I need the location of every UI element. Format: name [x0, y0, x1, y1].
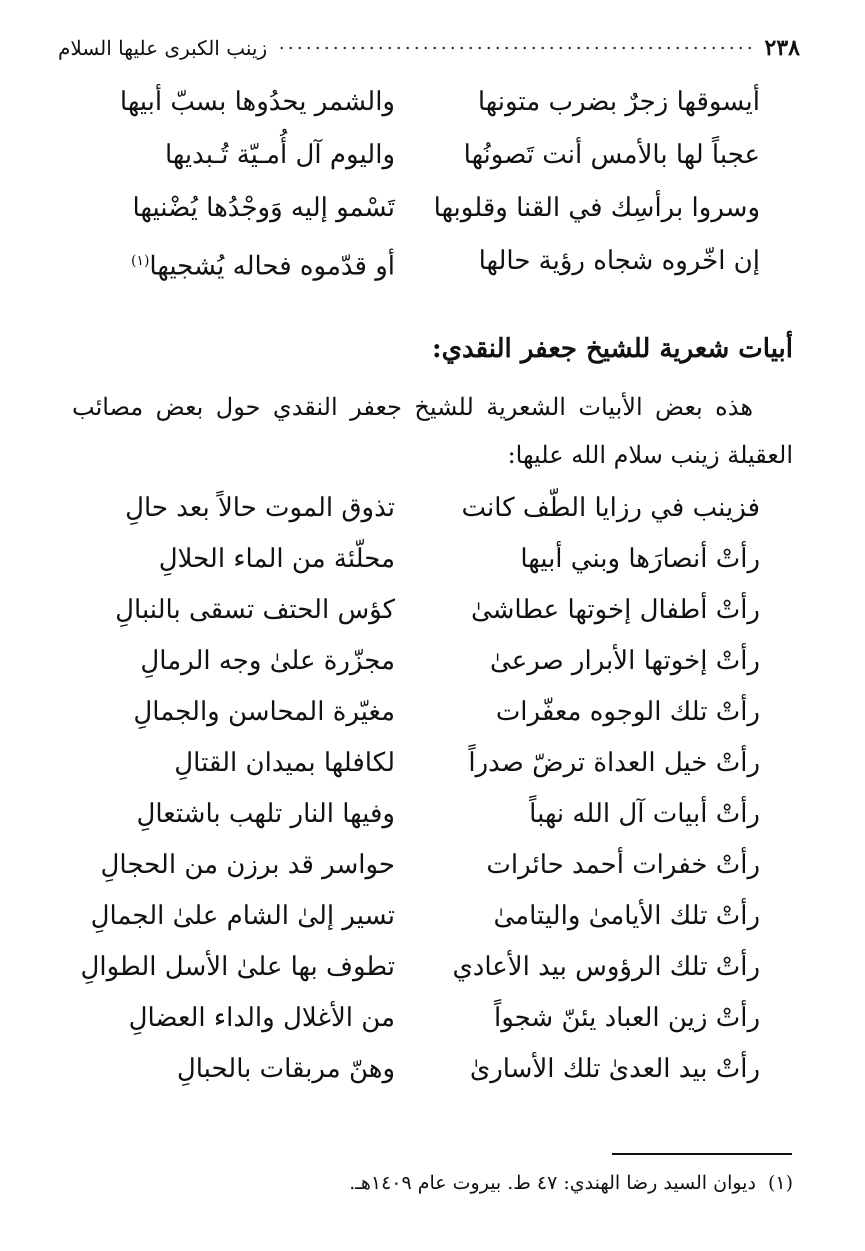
verse-line — [0, 636, 865, 687]
verse-line — [0, 534, 865, 585]
verse-first-hemistich: إن اخّروه شجاه رؤية حالها — [478, 246, 760, 276]
verse-second-hemistich: تذوق الموت حالاً بعد حالِ — [125, 493, 395, 523]
verse-second-hemistich: تَسْمو إليه وَوجْدُها يُضْنيها — [132, 193, 395, 223]
section-heading: أبيات شعرية للشيخ جعفر النقدي: — [432, 334, 793, 364]
verse-first-hemistich: رأتْ إخوتها الأبرار صرعىٰ — [490, 646, 760, 676]
verse-first-hemistich: عجباً لها بالأمس أنت تَصونُها — [463, 140, 760, 170]
verse-second-hemistich: وفيها النار تلهب باشتعالِ — [136, 799, 395, 829]
verse-first-hemistich: رأتْ تلك الرؤوس بيد الأعادي — [452, 952, 760, 982]
verse-second-hemistich: تسير إلىٰ الشام علىٰ الجمالِ — [90, 901, 395, 931]
verse-line — [0, 129, 865, 182]
verse-line — [0, 942, 865, 993]
verse-second-hemistich — [131, 235, 395, 294]
verse-second-hemistich: وهنّ مربقات بالحبالِ — [176, 1054, 395, 1084]
verse-line — [0, 789, 865, 840]
verse-second-hemistich: مجزّرة علىٰ وجه الرمالِ — [140, 646, 395, 676]
footnote-divider — [612, 1153, 792, 1155]
verse-line — [0, 1044, 865, 1095]
verse-line — [0, 235, 865, 288]
verse-second-hemistich: والشمر يحدُوها بسبّ أبيها — [119, 87, 395, 117]
running-header — [58, 30, 800, 66]
footnote-number: (١) — [767, 1172, 793, 1194]
verse-line — [0, 182, 865, 235]
verse-first-hemistich: رأتْ تلك الوجوه معفّرات — [495, 697, 760, 727]
verse-line — [0, 687, 865, 738]
poem-bottom — [0, 483, 865, 1095]
poem-top — [0, 76, 865, 288]
intro-paragraph: هذه بعض الأبيات الشعرية للشيخ جعفر النقدي حول بعض مصائب العقيلة زينب سلام الله عليها: — [72, 393, 793, 469]
verse-second-hemistich: من الأغلال والداء العضالِ — [128, 1003, 395, 1033]
verse-second-hemistich: كؤس الحتف تسقى بالنبالِ — [115, 595, 395, 625]
verse-second-hemistich: مغيّرة المحاسن والجمالِ — [133, 697, 395, 727]
verse-first-hemistich: وسروا برأسِك في القنا وقلوبها — [433, 193, 760, 223]
footnote-reference[interactable]: (١) — [130, 253, 150, 269]
verse-first-hemistich: رأتْ خفرات أحمد حائرات — [486, 850, 760, 880]
verse-second-text: أو قدّموه فحاله يُشجيها — [149, 251, 395, 282]
running-title: زينب الكبرى عليها السلام — [58, 36, 268, 60]
verse-line — [0, 76, 865, 129]
verse-second-hemistich: واليوم آل أُمـيّة تُـبديها — [164, 140, 395, 170]
verse-line — [0, 483, 865, 534]
verse-line — [0, 891, 865, 942]
verse-first-hemistich: رأتْ أبيات آل الله نهباً — [529, 799, 760, 829]
verse-second-hemistich: لكافلها بميدان القتالِ — [174, 748, 395, 778]
verse-second-hemistich: محلّئة من الماء الحلالِ — [158, 544, 395, 574]
verse-first-hemistich: فزينب في رزايا الطّف كانت — [461, 493, 760, 523]
verse-line — [0, 993, 865, 1044]
verse-second-hemistich: تطوف بها علىٰ الأسل الطوالِ — [80, 952, 395, 982]
header-leader-dots — [277, 46, 754, 50]
verse-first-hemistich: رأتْ بيد العدىٰ تلك الأسارىٰ — [469, 1054, 760, 1084]
verse-first-hemistich: رأتْ خيل العداة ترضّ صدراً — [468, 748, 760, 778]
verse-first-hemistich: رأتْ أنصارَها وبني أبيها — [520, 544, 760, 574]
verse-line — [0, 840, 865, 891]
footnote — [349, 1172, 793, 1194]
page-number: ٢٣٨ — [764, 35, 800, 61]
footnote-text: ديوان السيد رضا الهندي: ٤٧ ط. بيروت عام ١٤٠٩هـ. — [349, 1172, 756, 1194]
verse-second-hemistich: حواسر قد برزن من الحجالِ — [100, 850, 395, 880]
verse-first-hemistich: أيسوقها زجرٌ بضرب متونها — [477, 87, 760, 117]
verse-first-hemistich: رأتْ أطفال إخوتها عطاشىٰ — [470, 595, 760, 625]
verse-first-hemistich: رأتْ تلك الأيامىٰ واليتامىٰ — [493, 901, 760, 931]
verse-line — [0, 738, 865, 789]
verse-line — [0, 585, 865, 636]
verse-first-hemistich: رأتْ زين العباد يئنّ شجواً — [493, 1003, 760, 1033]
